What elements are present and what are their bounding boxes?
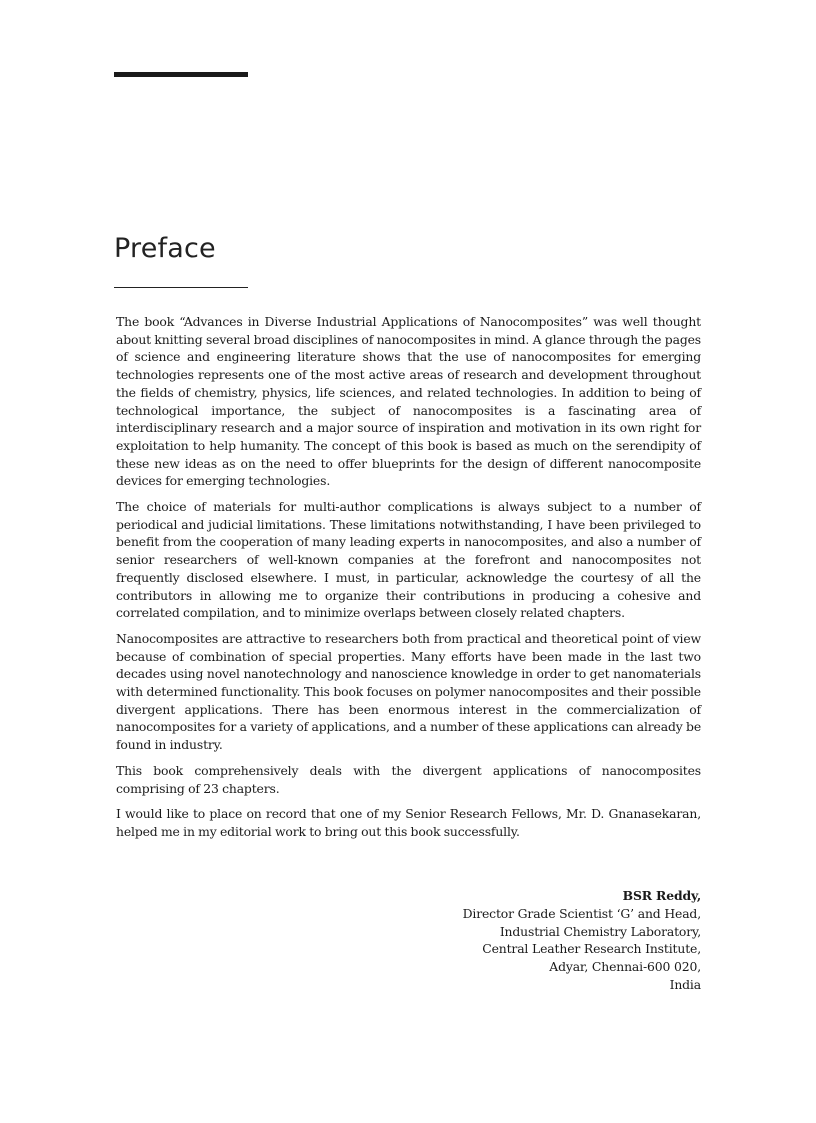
- author-name: BSR Reddy,: [622, 888, 701, 903]
- title-underline-rule: [114, 287, 248, 288]
- preface-body: [116, 313, 701, 849]
- paragraph: The choice of materials for multi-author complications is always subject to a number of periodical and judicial limitations. These limitations notwithstanding, I have been privileged to benefit from the cooperation of many leading experts in nanocomposites, and also a number of senior researchers of well-known companies at the forefront and nanocomposites not frequently disclosed elsewhere. I must, in particular, acknowledge the courtesy of all the contributors in allowing me to organize their contributions in producing a cohesive and correlated compilation, and to minimize overlaps between closely related chapters.: [116, 499, 701, 621]
- author-institute: Central Leather Research Institute,: [482, 941, 701, 957]
- page-title: Preface: [114, 233, 216, 264]
- paragraph: I would like to place on record that one of my Senior Research Fellows, Mr. D. Gnanasekaran, helped me in my editorial work to bring out this book successfully.: [116, 806, 701, 839]
- signature-block: [301, 887, 701, 994]
- author-lab: Industrial Chemistry Laboratory,: [499, 923, 701, 939]
- top-decorative-rule: [114, 72, 248, 77]
- paragraph: Nanocomposites are attractive to researchers both from practical and theoretical point of view because of combination of special properties. Many efforts have been made in the last two decades using novel nanotechnology and nanoscience knowledge in order to get nanomaterials with determined functionality. This book focuses on polymer nanocomposites and their possible divergent applications. There has been enormous interest in the commercialization of nanocomposites for a variety of applications, and a number of these applications can already be found in industry.: [116, 630, 701, 753]
- author-position: Director Grade Scientist ‘G’ and Head,: [462, 905, 701, 921]
- author-country: India: [669, 976, 701, 992]
- paragraph: This book comprehensively deals with the divergent applications of nanocomposites comprising of 23 chapters.: [116, 762, 701, 796]
- author-address: Adyar, Chennai-600 020,: [549, 959, 701, 975]
- paragraph: The book “Advances in Diverse Industrial Applications of Nanocomposites” was well thought about knitting several broad disciplines of nanocomposites in mind. A glance through the pages of science and engineering literature shows that the use of nanocomposites for emerging technologies represents one of the most active areas of research and development throughout the fields of chemistry, physics, life sciences, and related technologies. In addition to being of technological importance, the subject of nanocomposites is a fascinating area of interdisciplinary research and a major source of inspiration and motivation in its own right for exploitation to help humanity. The concept of this book is based as much on the serendipity of these new ideas as on the need to offer blueprints for the design of different nanocomposite devices for emerging technologies.: [116, 314, 701, 489]
